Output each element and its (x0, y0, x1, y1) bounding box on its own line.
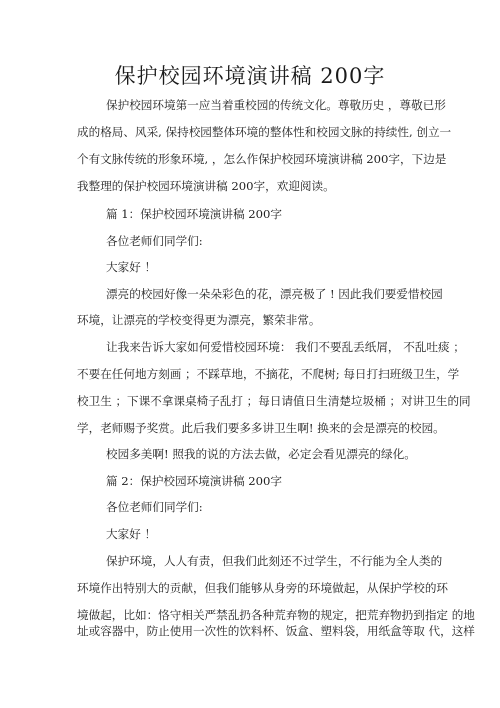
paragraph-line: 个有文脉传统的形象环境, ，怎么作保护校园环境演讲稿 200字，下边是 (77, 152, 447, 166)
paragraph-line: 漂亮的校园好像一朵朵彩色的花，漂亮极了 ! 因此我们要爱惜校园 (106, 287, 443, 301)
paragraph-line: 环境，让漂亮的学校变得更为漂亮，繁荣非常。 (77, 313, 321, 327)
section-heading: 篇 2：保护校园环境演讲稿 200字 (106, 474, 283, 488)
paragraph-line: 保护校园环境第一应当着重校园的传统文化。尊敬历史 ，尊敬已形 (106, 98, 446, 112)
paragraph-line: 校卫生 ；下课不拿课桌椅子乱打 ；每日请值日生清楚垃圾桶 ；对讲卫生的同 (77, 394, 471, 408)
paragraph-line: 境做起，比如：恪守相关严禁乱扔各种荒弃物的规定，把荒弃物扔到指定 的地 (77, 608, 475, 622)
paragraph-line: 环境作出特别大的贡献，但我们能够从身旁的环境做起，从保护学校的环 (77, 581, 449, 595)
salutation: 各位老师们同学们: (106, 500, 203, 514)
paragraph-line: 成的格局、风采, 保持校园整体环境的整体性和校园文脉的持续性, 创立一 (77, 125, 452, 139)
paragraph-line: 校园多美啊! 照我的说的方法去做，必定会看见漂亮的绿化。 (106, 447, 416, 461)
greeting: 大家好 ！ (106, 527, 157, 541)
greeting: 大家好 ！ (106, 260, 157, 274)
paragraph-line: 址或容器中，防止使用一次性的饮料杯、饭盒、塑料袋，用纸盒等取 代，这样 (77, 624, 475, 638)
paragraph-line: 学，老师赐予奖赏。此后我们要多多讲卫生啊! 换来的会是漂亮的校园。 (77, 421, 445, 435)
section-heading: 篇 1：保护校园环境演讲稿 200字 (106, 207, 283, 221)
paragraph-line: 让我来告诉大家如何爱惜校园环境： 我们不要乱丢纸屑， 不乱吐痰 ； (106, 340, 465, 354)
paragraph-line: 我整理的保护校园环境演讲稿 200字，欢迎阅读。 (77, 179, 335, 193)
salutation: 各位老师们同学们: (106, 234, 203, 248)
paragraph-line: 保护环境，人人有责，但我们此刻还不过学生，不行能为全人类的 (106, 554, 443, 568)
document-title: 保护校园环境演讲稿 200字 (114, 64, 386, 88)
paragraph-line: 不要在任何地方刻画 ；不踩草地，不摘花，不爬树; 每日打扫班级卫生，学 (77, 367, 460, 381)
